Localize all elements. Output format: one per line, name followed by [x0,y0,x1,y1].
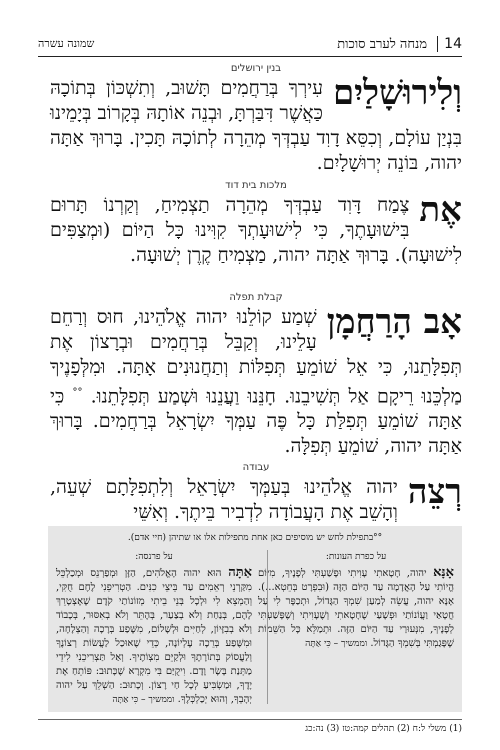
insert-marker: °° [72,387,83,398]
livelihood-title: על פרנסה: [135,552,173,562]
text-prayer: שְׁמַע קוֹלֵנוּ יהוה אֱלֹהֵינוּ, חוּס וְרַחֵם עָלֵינוּ, וְקַבֵּל בְּרַחֲמִים וּבְרָצוֹן אֶת תְּפִלָּתֵנוּ, כִּי אֵל שׁוֹמֵעַ תְּפִלּוֹת וְתַחֲנוּנִים אָתָּה. וּמִלְּפָנֶיךָ מַלְכֵּנוּ רֵיקָם אַל תְּשִׁיבֵנוּ. חָנֵּנוּ וַעֲנֵנוּ וּשְׁמַע תְּפִלָּתֵנוּ. [50,306,462,408]
text-david: צֶמַח דָּוִד עַבְדְּךָ מְהֵרָה תַצְמִיחַ, וְקַרְנוֹ תָּרוּם בִּישׁוּעָתֶךָ, כִּי לִישׁוּעָתְךָ קִוִּינוּ כָּל הַיּוֹם (וּמְצַפִּים לִישׁוּעָה). בָּרוּךְ אַתָּה יהוה, מַצְמִיחַ קֶרֶן יְשׁוּעָה. [50,194,462,266]
section-jerusalem [50,63,462,176]
blessing-david [50,190,462,268]
section-title-jerusalem: בנין ירושלים [230,63,282,74]
livelihood-column [56,550,252,707]
lead-word-jerusalem: וְלִירוּשָׁלַיִם [332,73,462,113]
lead-word-david: אֶת [419,190,462,230]
blessing-prayer [50,302,462,459]
blessing-jerusalem [50,73,462,176]
atonement-continue: וממשיך – כִּי אַתָּה [305,639,368,649]
header-rule [38,56,462,57]
atonement-text: יהוה, חָטָאתִי עָוִיתִי וּפָשַׁעְתִּי לְפָנֶיךָ, מִיּוֹם הֱיוֹתִי עַל הָאֲדָמָה עַד הַיּוֹם הַזֶּה (וּבִפְרָט בְּחֵטְא...). אָנָּא יהוה, עֲשֵׂה לְמַעַן שִׁמְךָ הַגָּדוֹל, וּתְכַפֶּר לִי עַל חֲטָאַי וַעֲוֹנוֹתַי וּפְשָׁעַי שֶׁחָטָאתִי וְשֶׁעָוִיתִי וְשֶׁפָּשַׁעְתִּי לְפָנֶיךָ, מִנְּעוּרַי עַד הַיּוֹם הַזֶּה. וּתְמַלֵּא כָּל הַשֵּׁמוֹת שֶׁפָּגַמְתִּי בְּשִׁמְךָ הַגָּדוֹל. [258,568,454,649]
livelihood-text: הוּא יהוה הָאֱלֹהִים, הַזָּן וּמְפַרְנֵס וּמְכַלְכֵּל מִקַּרְנֵי רְאֵמִים עַד בֵּיצֵי כִנִּים. הַטְרִיפֵנִי לֶחֶם חֻקִּי, וְהַמְצֵא לִי וּלְכָל בְּנֵי בֵיתִי מְזוֹנוֹתַי קֹדֶם שֶׁאֶצְטָרֵךְ לָהֶם, בְּנַחַת וְלֹא בְצַעַר, בְּהֶתֵּר וְלֹא בְאִסּוּר, בְּכָבוֹד וְלֹא בְבִזָּיוֹן, לְחַיִּים וּלְשָׁלוֹם, מִשֶּׁפַע בְּרָכָה וְהַצְלָחָה, וּמִשֶּׁפַע בְּרֵכָה עֶלְיוֹנָה, כְּדֵי שֶׁאוּכַל לַעֲשׂוֹת רְצוֹנֶךָ וְלַעֲסוֹק בְּתוֹרָתֶךָ וּלְקַיֵּם מִצְוֹתֶיךָ. וְאַל תַּצְרִיכֵנִי לִידֵי מַתְּנַת בָּשָׂר וָדָם. וִיקֻיַּם בִּי מִקְרָא שֶׁכָּתוּב: פּוֹתֵחַ אֶת יָדֶךָ, וּמַשְׂבִּיעַ לְכָל חַי רָצוֹן. וְכָתוּב: הַשְׁלֵךְ עַל יהוה יְהָבְךָ, וְהוּא יְכַלְכְּלֶךָ. [56,568,252,705]
running-title: מנחה לערב סוכות [337,37,428,52]
page-header [38,36,462,58]
running-head [337,36,462,52]
section-prayer [50,292,462,459]
atonement-lead: אָנָּא [433,565,454,580]
day-label: שמונה עשרה [38,37,95,50]
footnote: (1) משלי ל:ח (2) תהלים קמה:טז (3) נה:כג [38,719,462,734]
livelihood-lead: אַתָּה [228,565,252,580]
livelihood-continue: וממשיך – כִּי אַתָּה [112,695,175,705]
column-divider [267,550,268,704]
section-david [50,180,462,268]
section-title-avodah: עבודה [242,462,270,473]
lead-word-prayer: אָב הָרַחֲמָן [326,302,462,342]
box-note: °°בתפילת לחש יש מוסיפים כאן אחת מתפילות אלו או שתיהן (חיי אדם). [127,533,383,543]
text-prayer-2: כִּי אַתָּה שׁוֹמֵעַ תְּפִלַּת כָּל פֶּה עַמְּךָ יִשְׂרָאֵל בְּרַחֲמִים. בָּרוּךְ אַתָּה יהוה, שׁוֹמֵעַ תְּפִלָּה. [50,385,462,458]
section-avodah [50,462,462,525]
atonement-title: על כפרת העונות: [325,552,387,562]
lead-word-avodah: רְצֵה [407,472,462,512]
optional-prayers-box [48,526,462,712]
section-title-prayer: קבלת תפלה [229,292,283,303]
page-number: 14 [437,36,462,52]
text-jerusalem: עִירְךָ בְּרַחֲמִים תָּשׁוּב, וְתִשְׁכּוֹן בְּתוֹכָהּ כַּאֲשֶׁר דִּבַּרְתָּ, וּבְנֵה אוֹתָהּ בְּקָרוֹב בְּיָמֵינוּ בִּנְיַן עוֹלָם, וְכִסֵּא דָוִד עַבְדְּךָ מְהֵרָה לְתוֹכָהּ תָּכִין. בָּרוּךְ אַתָּה יהוה, בּוֹנֵה יְרוּשָׁלָיִם. [50,77,462,174]
section-title-david: מלכות בית דוד [225,180,287,191]
blessing-avodah [50,472,462,525]
text-avodah: יהוה אֱלֹהֵינוּ בְּעַמְּךָ יִשְׂרָאֵל וְלִתְפִלָּתָם שְׁעֵה, וְהָשֵׁב אֶת הָעֲבוֹדָה לִדְבִיר בֵּיתֶךָ. וְאִשֵּׁי [50,476,398,523]
atonement-column [258,550,454,651]
